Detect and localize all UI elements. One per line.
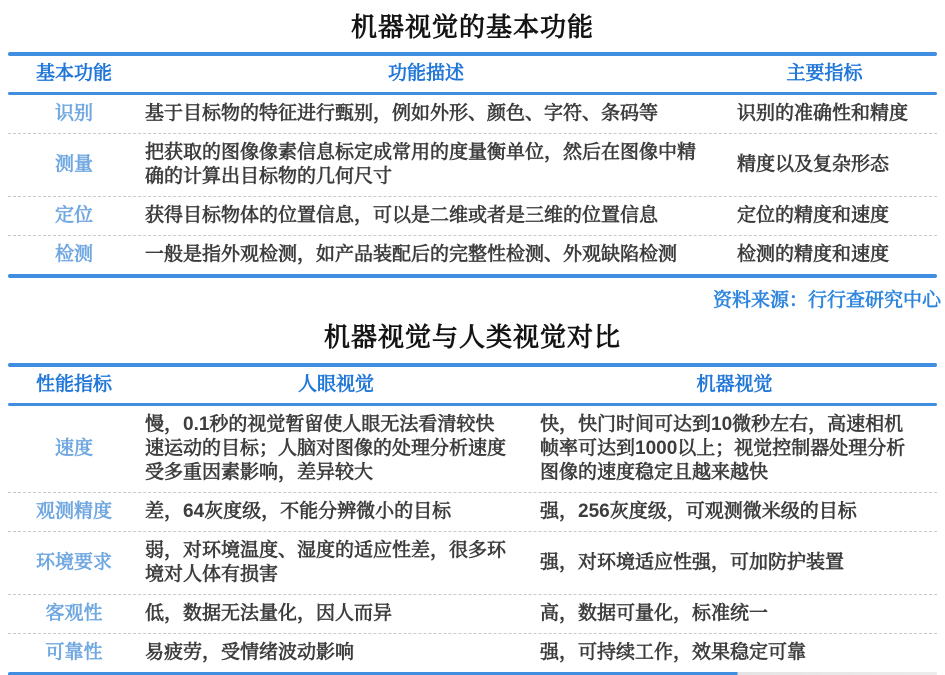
row-label: 测量 — [54, 154, 93, 175]
row-label: 检测 — [54, 244, 93, 265]
row-label: 定位 — [54, 205, 93, 226]
row-metric: 识别的准确性和精度 — [737, 103, 909, 124]
table2-vision-comparison — [8, 363, 937, 675]
row-label: 速度 — [54, 438, 93, 459]
row-description: 获得目标物体的位置信息，可以是二维或者是三维的位置信息 — [145, 205, 659, 226]
row-machine-vision: 强，对环境适应性强，可加防护装置 — [540, 552, 845, 573]
row-machine-vision: 快，快门时间可达到10微秒左右，高速相机帧率可达到1000以上；视觉控制器处理分析图像的速度稳定且越来越快 — [540, 414, 906, 483]
row-human-vision: 慢，0.1秒的视觉暂留使人眼无法看清较快速运动的目标；人脑对图像的处理分析速度受多重因素影响，差异较大 — [145, 414, 507, 483]
row-human-vision: 低，数据无法量化，因人而异 — [145, 603, 393, 624]
row-human-vision: 弱，对环境温度、湿度的适应性差，很多环境对人体有损害 — [145, 540, 507, 585]
table2-header-machine-vision: 机器视觉 — [696, 374, 773, 395]
row-description: 把获取的图像像素信息标定成常用的度量衡单位，然后在图像中精确的计算出目标物的几何尺寸 — [145, 142, 697, 187]
row-machine-vision: 强，256灰度级，可观测微米级的目标 — [540, 501, 857, 522]
row-label: 客观性 — [45, 603, 103, 624]
row-label: 识别 — [54, 103, 93, 124]
table2-header-indicator: 性能指标 — [35, 374, 112, 395]
table2-header-row — [8, 367, 937, 403]
table-row — [8, 531, 937, 594]
row-label: 环境要求 — [35, 552, 112, 573]
row-description: 一般是指外观检测，如产品装配后的完整性检测、外观缺陷检测 — [145, 244, 678, 265]
table-row — [8, 406, 937, 492]
row-metric: 定位的精度和速度 — [737, 205, 890, 226]
row-human-vision: 易疲劳，受情绪波动影响 — [145, 642, 355, 663]
table1-header-metric: 主要指标 — [786, 63, 863, 84]
table-row — [8, 133, 937, 196]
row-metric: 检测的精度和速度 — [737, 244, 890, 265]
table1-basic-functions — [8, 52, 937, 278]
table-row — [8, 492, 937, 531]
table-row — [8, 633, 937, 672]
row-machine-vision: 高，数据可量化，标准统一 — [540, 603, 769, 624]
table2-header-human-vision: 人眼视觉 — [297, 374, 374, 395]
row-metric: 精度以及复杂形态 — [737, 154, 890, 175]
row-label: 观测精度 — [35, 501, 112, 522]
table1-header-description: 功能描述 — [387, 63, 464, 84]
data-source-note: 资料来源：行行查研究中心 — [712, 290, 941, 311]
table1-title: 机器视觉的基本功能 — [350, 12, 594, 42]
row-description: 基于目标物的特征进行甄别，例如外形、颜色、字符、条码等 — [145, 103, 659, 124]
table-row — [8, 235, 937, 274]
row-machine-vision: 强，可持续工作，效果稳定可靠 — [540, 642, 807, 663]
row-label: 可靠性 — [45, 642, 103, 663]
table-row — [8, 196, 937, 235]
table1-header-row — [8, 56, 937, 92]
table2-title: 机器视觉与人类视觉对比 — [323, 322, 621, 352]
row-human-vision: 差，64灰度级，不能分辨微小的目标 — [145, 501, 452, 522]
table-row — [8, 594, 937, 633]
table1-header-function: 基本功能 — [35, 63, 112, 84]
table-row — [8, 95, 937, 133]
